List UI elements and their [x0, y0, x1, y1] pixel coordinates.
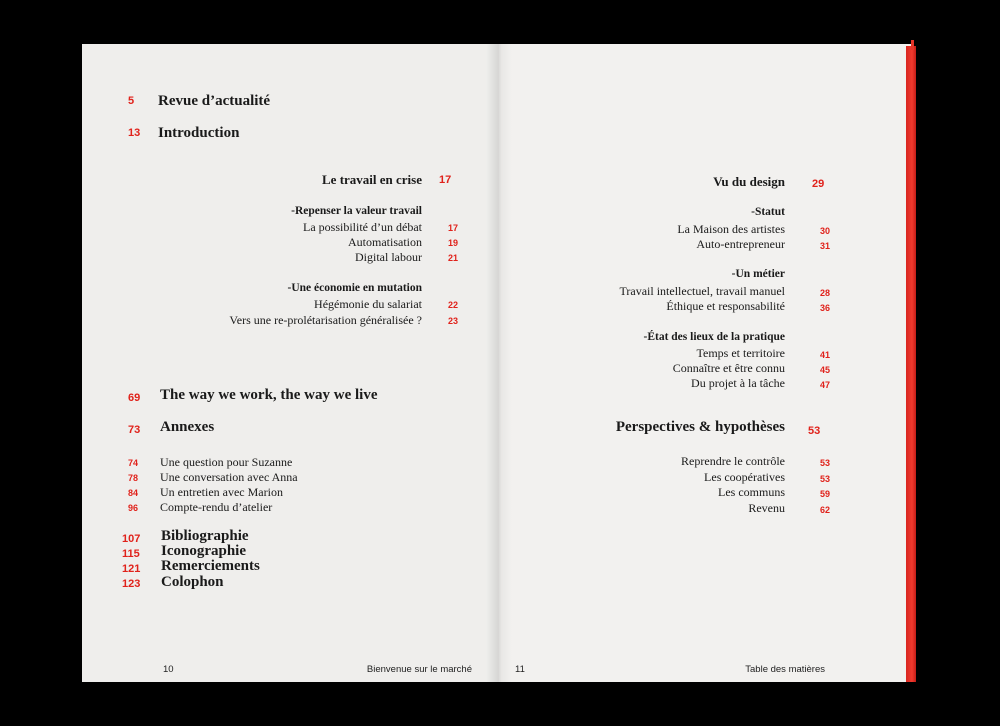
toc-num: 5 [128, 95, 135, 107]
section-num: 53 [808, 425, 821, 437]
toc-item: Reprendre le contrôle [681, 454, 785, 468]
section-title: Vu du design [713, 174, 785, 189]
toc-item: Connaître et être connu [672, 361, 785, 375]
toc-item-num: 62 [820, 505, 831, 515]
toc-item: Digital labour [355, 250, 422, 264]
toc-num: 121 [122, 563, 141, 575]
toc-num: 73 [128, 424, 141, 436]
toc-title: Annexes [160, 419, 215, 435]
running-title: Table des matières [745, 664, 825, 675]
toc-item-num: 28 [820, 288, 831, 298]
page-number: 10 [163, 664, 174, 675]
section-num: 17 [439, 174, 452, 186]
toc-item-num: 84 [128, 488, 139, 498]
toc-item: Automatisation [348, 235, 422, 249]
toc-item-num: 22 [448, 300, 459, 310]
toc-item: Travail intellectuel, travail manuel [619, 284, 785, 298]
toc-item-num: 59 [820, 489, 831, 499]
red-page-edge-top [911, 40, 914, 50]
toc-title: Remerciements [161, 558, 260, 574]
toc-title: Revue d’actualité [158, 93, 271, 109]
group-heading: -Repenser la valeur travail [291, 205, 422, 217]
toc-item-num: 47 [820, 380, 831, 390]
toc-item-num: 19 [448, 238, 459, 248]
toc-item: Hégémonie du salariat [314, 297, 422, 311]
toc-num: 115 [122, 548, 140, 560]
toc-item: La Maison des artistes [677, 222, 785, 236]
left-page [82, 44, 500, 682]
toc-item-num: 78 [128, 473, 139, 483]
section-title: Perspectives & hypothèses [615, 419, 785, 435]
toc-num: 107 [122, 533, 141, 545]
toc-item: Les coopératives [704, 470, 785, 484]
toc-title: The way we work, the way we live [160, 387, 378, 403]
toc-item-num: 53 [820, 458, 831, 468]
section-num: 29 [812, 178, 825, 190]
toc-item: Auto-entrepreneur [696, 237, 785, 251]
group-heading: -Statut [751, 206, 785, 218]
toc-item: Les communs [718, 485, 785, 499]
book-gutter [486, 44, 512, 682]
toc-item: Un entretien avec Marion [160, 485, 283, 499]
toc-item-num: 45 [820, 365, 831, 375]
toc-item-num: 17 [448, 223, 459, 233]
page-number: 11 [515, 664, 525, 675]
toc-num: 123 [122, 578, 141, 590]
toc-title: Iconographie [161, 543, 247, 559]
toc-item-num: 53 [820, 474, 831, 484]
toc-item-num: 30 [820, 226, 831, 236]
toc-item: Revenu [748, 501, 785, 515]
toc-item-num: 41 [820, 350, 831, 360]
toc-item-num: 21 [448, 253, 459, 263]
group-heading: -Une économie en mutation [287, 282, 422, 294]
toc-item: Une conversation avec Anna [160, 470, 298, 484]
toc-item-num: 31 [820, 241, 831, 251]
toc-title: Colophon [161, 574, 224, 590]
toc-item: La possibilité d’un débat [303, 220, 422, 234]
toc-item: Compte-rendu d’atelier [160, 500, 273, 514]
toc-num: 13 [128, 127, 141, 139]
section-title: Le travail en crise [322, 172, 422, 187]
red-page-edge [906, 46, 916, 682]
toc-item-num: 23 [448, 316, 459, 326]
toc-item: Une question pour Suzanne [160, 455, 293, 469]
running-title: Bienvenue sur le marché [366, 664, 472, 675]
toc-item: Du projet à la tâche [691, 376, 785, 390]
toc-item: Éthique et responsabilité [666, 299, 785, 313]
toc-title: Bibliographie [161, 528, 249, 544]
toc-item-num: 74 [128, 458, 139, 468]
group-heading: -État des lieux de la pratique [643, 331, 785, 343]
toc-item-num: 36 [820, 303, 831, 313]
toc-item: Vers une re-prolétarisation généralisée ? [229, 313, 422, 327]
toc-item-num: 96 [128, 503, 139, 513]
toc-item: Temps et territoire [696, 346, 785, 360]
toc-title: Introduction [158, 125, 240, 141]
group-heading: -Un métier [731, 268, 785, 280]
toc-num: 69 [128, 392, 141, 404]
